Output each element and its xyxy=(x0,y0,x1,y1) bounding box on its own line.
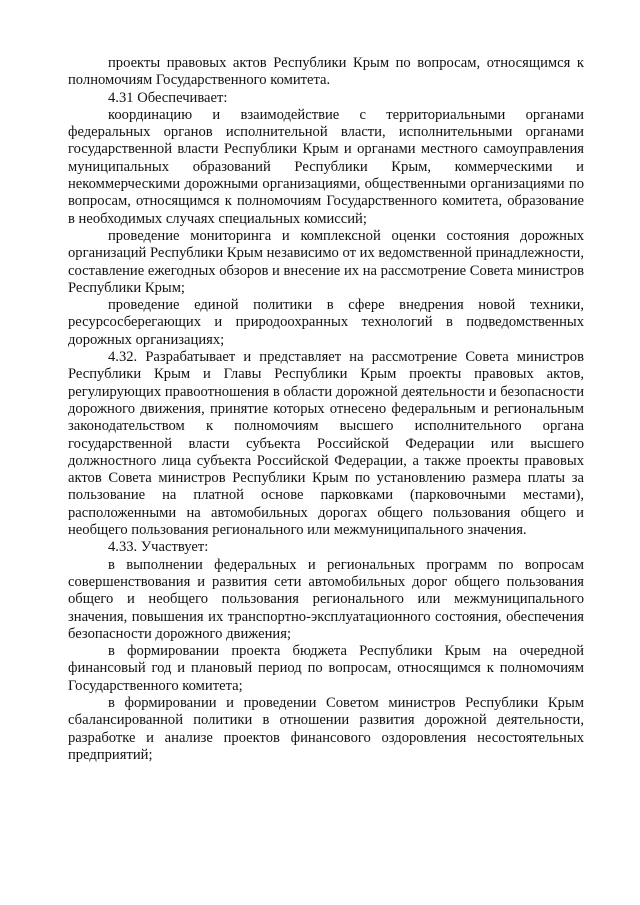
paragraph-10: в формировании и проведении Советом министров Республики Крым сбалансированной политики в отношении развития дорожной деятельности, разработке и анализе проектов финансового оздоровления несостоятельных предприятий; xyxy=(68,694,584,763)
paragraph-8: в выполнении федеральных и региональных программ по вопросам совершенствования и развития сети автомобильных дорог общего пользования общего и необщего пользования регионального или межмуниципального значения, повышения их транспортно-эксплуатационного состояния, обеспечения безопасности дорожного движения; xyxy=(68,556,584,642)
paragraph-9: в формировании проекта бюджета Республики Крым на очередной финансовый год и плановый период по вопросам, относящимся к полномочиям Государственного комитета; xyxy=(68,643,584,694)
document-page xyxy=(68,55,584,764)
paragraph-6: 4.32. Разрабатывает и представляет на рассмотрение Совета министров Республики Крым и Главы Республики Крым проекты правовых актов, регулирующих правоотношения в области дорожной деятельности и безопасности дорожного движения, принятие которых отнесено федеральным и региональным законодательством к полномочиям высшего исполнительного органа государственной власти субъекта Российской Федерации или высшего должностного лица субъекта Российской Федерации, а также проекты правовых актов Совета министров Республики Крым по установлению размера платы за пользование на платной основе парковками (парковочными местами), расположенными на автомобильных дорогах общего пользования общего и необщего пользования регионального или межмуниципального значения. xyxy=(68,349,584,539)
paragraph-1: проекты правовых актов Республики Крым по вопросам, относящимся к полномочиям Государственного комитета. xyxy=(68,55,584,89)
paragraph-5: проведение единой политики в сфере внедрения новой техники, ресурсосберегающих и природоохранных технологий в подведомственных дорожных организациях; xyxy=(68,297,584,348)
paragraph-7: 4.33. Участвует: xyxy=(108,539,209,556)
paragraph-3: координацию и взаимодействие с территориальными органами федеральных органов исполнительной власти, исполнительными органами государственной власти Республики Крым и органами местного самоуправления муниципальных образований Республики Крым, коммерческими и некоммерческими дорожными организациями, общественными организациями по вопросам, относящимся к полномочиям Государственного комитета, образование в необходимых случаях специальных комиссий; xyxy=(68,106,584,227)
paragraph-2: 4.31 Обеспечивает: xyxy=(108,89,228,106)
paragraph-4: проведение мониторинга и комплексной оценки состояния дорожных организаций Республики Крым независимо от их ведомственной принадлежности, составление ежегодных обзоров и внесение их на рассмотрение Совета министров Республики Крым; xyxy=(68,227,584,296)
